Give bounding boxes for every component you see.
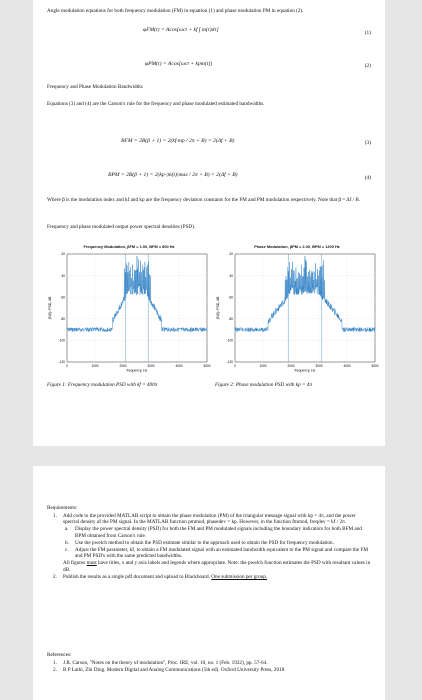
x-axis-label: frequency, Hz [294, 368, 316, 373]
y-tick-label: -120 [226, 360, 233, 365]
x-tick-label: 0 [66, 364, 68, 368]
x-tick-label: 3000 [315, 364, 323, 368]
pm-chart-svg [213, 244, 381, 380]
equation-2-number: (2) [364, 63, 371, 69]
x-tick-label: 2000 [119, 364, 127, 368]
pm-psd-chart [213, 244, 381, 380]
requirement-1c-text: Adjust the FM parameter, kf, to obtain a FM modulated signal with an estimated bandwidth equivalent to the PM signal and compare the FM and PM PSD's with the same predicted bandwidths. [75, 547, 368, 560]
intro-paragraph: Angle modulation equations for both frequency modulation (FM) in equation (1) and phase modulation PM in equation (2). [47, 8, 304, 14]
y-axis-label: |Φ(f)|² PSD, dB [216, 296, 220, 320]
figure-2-caption: Figure 2: Phase modulation PSD with kp = 4π [215, 382, 312, 388]
document-page-1 [33, 0, 385, 446]
references-heading: References: [47, 652, 72, 658]
requirement-2-text: Publish the results as a single pdf document and upload to Blackboard. [63, 573, 212, 580]
equation-3: BFM = 2B(β + 1) = 2(kf·mp / 2π + B) = 2(Δf + B) [121, 138, 235, 144]
y-tick-label: -40 [60, 273, 65, 278]
x-tick-label: 5000 [371, 364, 379, 368]
x-axis-label: frequency, Hz [126, 368, 148, 373]
references-list [53, 660, 371, 674]
where-paragraph: Where β is the modulation index and kf and kp are the frequency deviation constants for the FM and PM modulation respectively. Note that β = Δf / B. [47, 197, 361, 203]
figure-1-caption: Figure 1: Frequency modulation PSD with kf = 400π [47, 382, 158, 388]
y-tick-label: -20 [228, 252, 233, 257]
requirement-1-text: Add code to the provided MATLAB script to obtain the phase modulation (PM) of the triangular message signal with kp = 4π, and the power spectral density of the PM signal. In the MATLAB function pmmod, phasedev = kp. However, in the function fmmod, freqdev = kf / 2π. [63, 513, 356, 526]
requirements-heading: Requirements: [47, 505, 78, 511]
x-tick-label: 4000 [175, 364, 183, 368]
x-tick-label: 5000 [203, 364, 211, 368]
requirements-list [53, 513, 371, 581]
list-item: c. Adjust the FM parameter, kf, to obtain a FM modulated signal with an estimated bandwidth equivalent to the PM signal and compare the FM and PM PSD's with the same predicted bandwidths. [65, 547, 368, 560]
list-item: 1. J.R. Carson, "Notes on the theory of modulation", Proc. IRE, vol. 10, no. 1 (Feb. 1922), pp. 57-64. [53, 660, 268, 666]
y-axis-label: |Φ(f)|² PSD, dB [48, 296, 52, 320]
x-tick-label: 1000 [91, 364, 99, 368]
y-tick-label: -60 [60, 295, 65, 300]
y-tick-label: -40 [228, 273, 233, 278]
requirement-1a-text: Display the power spectral density (PSD) for both the FM and PM modulated signals including the boundary indicators for both BFM and BPM obtained from Carson's rule. [75, 526, 362, 539]
fm-chart-title: Frequency Modulation, βFM = 1.00, BFM = 800 Hz [83, 244, 175, 249]
equation-2: φPM(t) = Acos[ωct + kpm(t)] [145, 61, 213, 67]
equation-4-number: (4) [364, 175, 371, 181]
x-tick-label: 2000 [287, 364, 295, 368]
equation-1-number: (1) [364, 30, 371, 36]
y-tick-label: -20 [60, 252, 65, 257]
requirement-1b-text: Use the pwelch method to obtain the PSD estimate similar to the approach used to obtain the PSD for frequency modulation. [75, 539, 334, 546]
x-tick-label: 4000 [343, 364, 351, 368]
y-tick-label: -100 [58, 338, 65, 343]
y-tick-label: -100 [226, 338, 233, 343]
figures-note: All figures must have titles, x and y axis labels and legends where appropriate. Note: the pwelch function estimates the PSD with resultant values in dB. [63, 560, 371, 573]
y-tick-label: -80 [60, 317, 65, 321]
pm-chart-title: Phase Modulation, βPM = 2.00, BPM = 1200 Hz [254, 244, 340, 249]
list-item: 2. B P Lathi, Zhi Ding. Modern Digital and Analog Communications (5th ed). Oxford University Press, 2018. [53, 667, 286, 674]
equation-4: BPM = 2B(β + 1) = 2(kp·|ṁ(t)|max / 2π + B) = 2(Δf + B) [108, 172, 238, 178]
submission-note: One submission per group. [211, 573, 268, 580]
equation-1: φFM(t) = Acos[ωct + kf ∫ m(τ)dτ] [143, 27, 219, 33]
y-tick-label: -60 [228, 295, 233, 300]
x-tick-label: 0 [234, 364, 236, 368]
x-tick-label: 1000 [259, 364, 267, 368]
fm-chart-svg [45, 244, 213, 380]
x-tick-label: 3000 [147, 364, 155, 368]
list-item: 2. Publish the results as a single pdf document and upload to Blackboard. One submission per group. [53, 573, 268, 580]
section-heading: Frequency and Phase Modulation Bandwidths [47, 84, 143, 90]
y-tick-label: -80 [228, 317, 233, 321]
y-tick-label: -120 [58, 360, 65, 365]
list-item: b. Use the pwelch method to obtain the PSD estimate similar to the approach used to obtain the PSD for frequency modulation. [65, 539, 334, 546]
document-page-2 [33, 466, 385, 700]
list-item: 1. Add code to the provided MATLAB script to obtain the phase modulation (PM) of the triangular message signal with kp = 4π, and the power spectral density of the PM signal. In the MATLAB function pmmod, phasedev = kp. However, in the function fmmod, freqdev = kf / 2π. [53, 513, 356, 526]
fm-psd-chart [45, 244, 213, 380]
psd-paragraph: Frequency and phase modulated output power spectral densities (PSD). [47, 224, 196, 230]
list-item: a. Display the power spectral density (PSD) for both the FM and PM modulated signals including the boundary indicators for both BFM and BPM obtained from Carson's rule. [65, 526, 362, 539]
must-emphasis: must [86, 560, 97, 567]
equation-3-number: (3) [364, 140, 371, 146]
carson-paragraph: Equations (3) and (4) are the Carson's rule for the frequency and phase modulated estimated bandwidths. [47, 101, 265, 107]
reference-2-text: B P Lathi, Zhi Ding. Modern Digital and Analog Communications (5th ed). Oxford University Press, 2018. [63, 667, 286, 674]
reference-1-text: J.R. Carson, "Notes on the theory of modulation", Proc. IRE, vol. 10, no. 1 (Feb. 1922), pp. 57-64. [63, 660, 268, 666]
